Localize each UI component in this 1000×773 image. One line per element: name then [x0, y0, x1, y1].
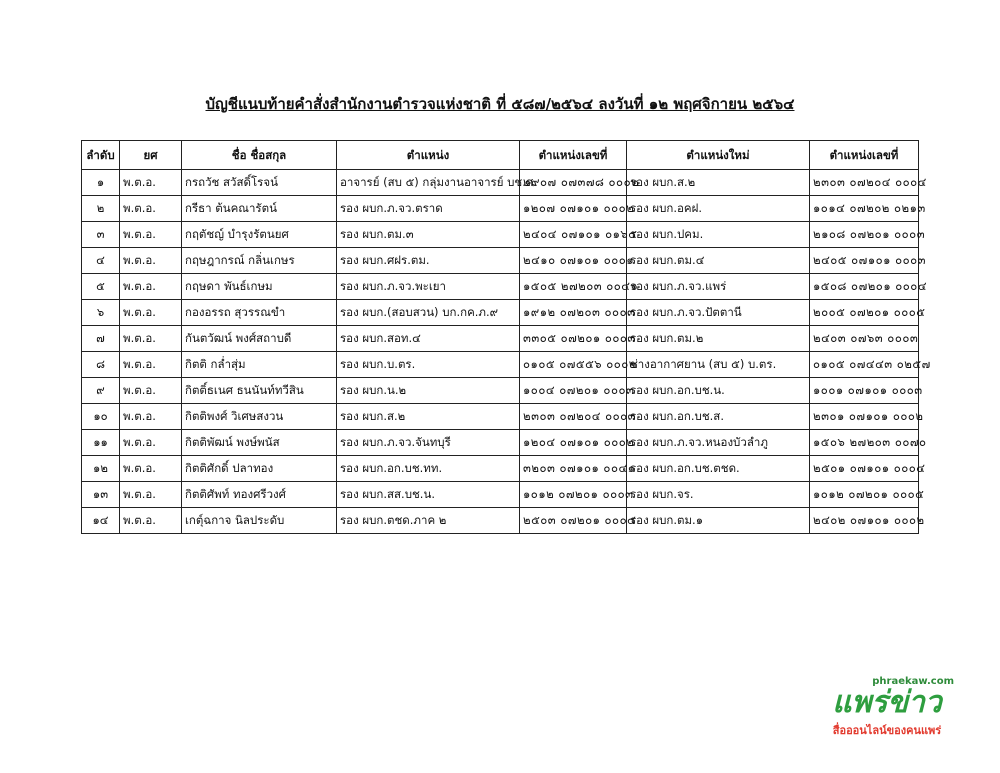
table-row — [82, 170, 919, 196]
new-position-cell: รอง ผบก.ภ.จว.ปัตตานี — [627, 300, 810, 326]
position-cell: รอง ผบก.อก.บช.ทท. — [337, 456, 520, 482]
name-cell: กรถวัช สวัสดิ์โรจน์ — [182, 170, 337, 196]
position-number-cell: ๑๕๐๕ ๒๗๒๐๓ ๐๐๔๑ — [520, 274, 627, 300]
name-cell: กฤษฎากรณ์ กลิ่นเกษร — [182, 248, 337, 274]
table-row — [82, 222, 919, 248]
order-cell: ๒ — [82, 196, 120, 222]
name-cell: กิตติ์ธเนศ ธนนันท์ทวีสิน — [182, 378, 337, 404]
new-position-cell: รอง ผบก.ตม.๒ — [627, 326, 810, 352]
header-new-position: ตำแหน่งใหม่ — [627, 141, 810, 170]
new-position-number-cell: ๒๔๐๕ ๐๗๑๐๑ ๐๐๐๓ — [810, 248, 919, 274]
document-title: บัญชีแนบท้ายคำสั่งสำนักงานตำรวจแห่งชาติ ที่ ๕๘๗/๒๕๖๔ ลงวันที่ ๑๒ พฤศจิกายน ๒๕๖๔ — [205, 95, 795, 113]
personnel-table — [81, 140, 931, 534]
rank-cell: พ.ต.อ. — [120, 222, 182, 248]
table-row — [82, 300, 919, 326]
position-cell: รอง ผบก.ภ.จว.จันทบุรี — [337, 430, 520, 456]
name-cell: กองอรรถ สุวรรณขำ — [182, 300, 337, 326]
new-position-number-cell: ๒๕๐๑ ๐๗๑๐๑ ๐๐๐๔ — [810, 456, 919, 482]
name-cell: กิตติ กล่ำสุ่ม — [182, 352, 337, 378]
new-position-cell: รอง ผบก.ตม.๑ — [627, 508, 810, 534]
position-number-cell: ๑๙๑๒ ๐๗๒๐๓ ๐๐๐๓ — [520, 300, 627, 326]
header-position: ตำแหน่ง — [337, 141, 520, 170]
position-cell: รอง ผบก.น.๒ — [337, 378, 520, 404]
new-position-number-cell: ๒๐๐๕ ๐๗๒๐๑ ๐๐๐๕ — [810, 300, 919, 326]
table-row — [82, 274, 919, 300]
new-position-cell: รอง ผบก.ภ.จว.แพร่ — [627, 274, 810, 300]
rank-cell: พ.ต.อ. — [120, 404, 182, 430]
new-position-number-cell: ๑๐๑๒ ๐๗๒๐๑ ๐๐๐๕ — [810, 482, 919, 508]
rank-cell: พ.ต.อ. — [120, 378, 182, 404]
rank-cell: พ.ต.อ. — [120, 482, 182, 508]
order-cell: ๑ — [82, 170, 120, 196]
position-number-cell: ๒๔๐๔ ๐๗๑๐๑ ๐๑๖๕ — [520, 222, 627, 248]
rank-cell: พ.ต.อ. — [120, 248, 182, 274]
new-position-cell: รอง ผบก.อก.บช.น. — [627, 378, 810, 404]
position-cell: รอง ผบก.ภ.จว.พะเยา — [337, 274, 520, 300]
new-position-number-cell: ๑๐๑๔ ๐๗๒๐๒ ๐๒๑๓ — [810, 196, 919, 222]
new-position-number-cell: ๒๔๐๓ ๐๗๖๓ ๐๐๐๓ — [810, 326, 919, 352]
name-cell: กรีธา ต้นคณารัตน์ — [182, 196, 337, 222]
table-row — [82, 378, 919, 404]
new-position-number-cell: ๑๕๐๖ ๒๗๒๐๓ ๐๐๗๐ — [810, 430, 919, 456]
new-position-number-cell: ๑๐๐๑ ๐๗๑๐๑ ๐๐๐๓ — [810, 378, 919, 404]
name-cell: กิตติพงศ์ วิเศษสงวน — [182, 404, 337, 430]
name-cell: กฤตัชญ์ บำรุงรัตนยศ — [182, 222, 337, 248]
table-row — [82, 508, 919, 534]
order-cell: ๘ — [82, 352, 120, 378]
header-order: ลำดับ — [82, 141, 120, 170]
new-position-number-cell: ๒๓๐๑ ๐๗๑๐๑ ๐๐๐๒ — [810, 404, 919, 430]
order-cell: ๙ — [82, 378, 120, 404]
name-cell: กฤษดา พันธ์เกษม — [182, 274, 337, 300]
rank-cell: พ.ต.อ. — [120, 456, 182, 482]
position-cell: รอง ผบก.ส.๒ — [337, 404, 520, 430]
order-cell: ๑๑ — [82, 430, 120, 456]
table-row — [82, 196, 919, 222]
position-number-cell: ๒๓๐๓ ๐๗๒๐๔ ๐๐๐๓ — [520, 404, 627, 430]
new-position-cell: รอง ผบก.ส.๒ — [627, 170, 810, 196]
brand-site: phraekaw.com — [872, 676, 954, 687]
order-cell: ๕ — [82, 274, 120, 300]
table-row — [82, 456, 919, 482]
order-cell: ๑๓ — [82, 482, 120, 508]
new-position-number-cell: ๒๔๐๒ ๐๗๑๐๑ ๐๐๐๒ — [810, 508, 919, 534]
order-cell: ๔ — [82, 248, 120, 274]
position-cell: รอง ผบก.ศฝร.ตม. — [337, 248, 520, 274]
name-cell: กิตติพัฒน์ พงษ์พนัส — [182, 430, 337, 456]
name-cell: กิตติศัพท์ ทองศรีวงศ์ — [182, 482, 337, 508]
position-cell: รอง ผบก.ตชด.ภาค ๒ — [337, 508, 520, 534]
header-new-position-number: ตำแหน่งเลขที่ — [810, 141, 919, 170]
position-cell: รอง ผบก.ภ.จว.ตราด — [337, 196, 520, 222]
position-number-cell: ๑๐๐๔ ๐๗๒๐๑ ๐๐๐๓ — [520, 378, 627, 404]
order-cell: ๑๔ — [82, 508, 120, 534]
position-cell: รอง ผบก.ตม.๓ — [337, 222, 520, 248]
position-number-cell: ๐๑๐๕ ๐๗๕๕๖ ๐๐๐๒ — [520, 352, 627, 378]
order-cell: ๗ — [82, 326, 120, 352]
position-cell: รอง ผบก.สอท.๔ — [337, 326, 520, 352]
rank-cell: พ.ต.อ. — [120, 170, 182, 196]
position-cell: รอง ผบก.บ.ตร. — [337, 352, 520, 378]
new-position-cell: รอง ผบก.ปคม. — [627, 222, 810, 248]
position-number-cell: ๒๕๐๓ ๐๗๒๐๑ ๐๐๐๔ — [520, 508, 627, 534]
new-position-cell: รอง ผบก.อคฝ. — [627, 196, 810, 222]
table-row — [82, 404, 919, 430]
order-cell: ๑๐ — [82, 404, 120, 430]
name-cell: เกตุ์ฉกาจ นิลประดับ — [182, 508, 337, 534]
position-number-cell: ๒๔๑๐ ๐๗๑๐๑ ๐๐๐๑ — [520, 248, 627, 274]
brand-logo — [812, 676, 962, 739]
new-position-number-cell: ๐๑๐๕ ๐๗๔๔๓ ๐๒๕๗ — [810, 352, 919, 378]
order-cell: ๓ — [82, 222, 120, 248]
header-rank: ยศ — [120, 141, 182, 170]
header-name: ชื่อ ชื่อสกุล — [182, 141, 337, 170]
position-number-cell: ๓๒๐๓ ๐๗๑๐๑ ๐๐๔๑ — [520, 456, 627, 482]
rank-cell: พ.ต.อ. — [120, 196, 182, 222]
table-row — [82, 430, 919, 456]
new-position-cell: ช่างอากาศยาน (สบ ๕) บ.ตร. — [627, 352, 810, 378]
position-number-cell: ๑๒๐๗ ๐๗๑๐๑ ๐๐๐๒ — [520, 196, 627, 222]
brand-tagline: สื่อออนไลน์ของคนแพร่ — [832, 724, 942, 737]
table-row — [82, 248, 919, 274]
new-position-number-cell: ๑๕๐๘ ๐๗๒๐๑ ๐๐๐๔ — [810, 274, 919, 300]
position-number-cell: ๑๒๐๔ ๐๗๑๐๑ ๐๐๐๒ — [520, 430, 627, 456]
rank-cell: พ.ต.อ. — [120, 326, 182, 352]
table-row — [82, 482, 919, 508]
new-position-cell: รอง ผบก.อก.บช.ตชด. — [627, 456, 810, 482]
new-position-cell: รอง ผบก.จร. — [627, 482, 810, 508]
position-cell: รอง ผบก.สส.บช.น. — [337, 482, 520, 508]
table-row — [82, 326, 919, 352]
header-position-number: ตำแหน่งเลขที่ — [520, 141, 627, 170]
position-cell: อาจารย์ (สบ ๕) กลุ่มงานอาจารย์ บช.ศ. — [337, 170, 520, 196]
new-position-cell: รอง ผบก.ตม.๔ — [627, 248, 810, 274]
position-number-cell: ๒๙๐๗ ๐๗๓๗๘ ๐๐๐๒ — [520, 170, 627, 196]
rank-cell: พ.ต.อ. — [120, 300, 182, 326]
new-position-cell: รอง ผบก.อก.บช.ส. — [627, 404, 810, 430]
rank-cell: พ.ต.อ. — [120, 352, 182, 378]
name-cell: กันตวัฒน์ พงศ์สถาบดี — [182, 326, 337, 352]
brand-wordmark: แพร่ข่าว — [832, 685, 942, 720]
rank-cell: พ.ต.อ. — [120, 508, 182, 534]
name-cell: กิตติศักดิ์ ปลาทอง — [182, 456, 337, 482]
position-number-cell: ๓๓๐๕ ๐๗๒๐๑ ๐๐๐๓ — [520, 326, 627, 352]
table-header-row — [82, 141, 919, 170]
rank-cell: พ.ต.อ. — [120, 430, 182, 456]
position-cell: รอง ผบก.(สอบสวน) บก.กค.ภ.๙ — [337, 300, 520, 326]
new-position-number-cell: ๒๓๐๓ ๐๗๒๐๔ ๐๐๐๔ — [810, 170, 919, 196]
new-position-cell: รอง ผบก.ภ.จว.หนองบัวลำภู — [627, 430, 810, 456]
order-cell: ๑๒ — [82, 456, 120, 482]
rank-cell: พ.ต.อ. — [120, 274, 182, 300]
order-cell: ๖ — [82, 300, 120, 326]
new-position-number-cell: ๒๑๐๘ ๐๗๒๐๑ ๐๐๐๓ — [810, 222, 919, 248]
position-number-cell: ๑๐๑๒ ๐๗๒๐๑ ๐๐๐๓ — [520, 482, 627, 508]
table-row — [82, 352, 919, 378]
